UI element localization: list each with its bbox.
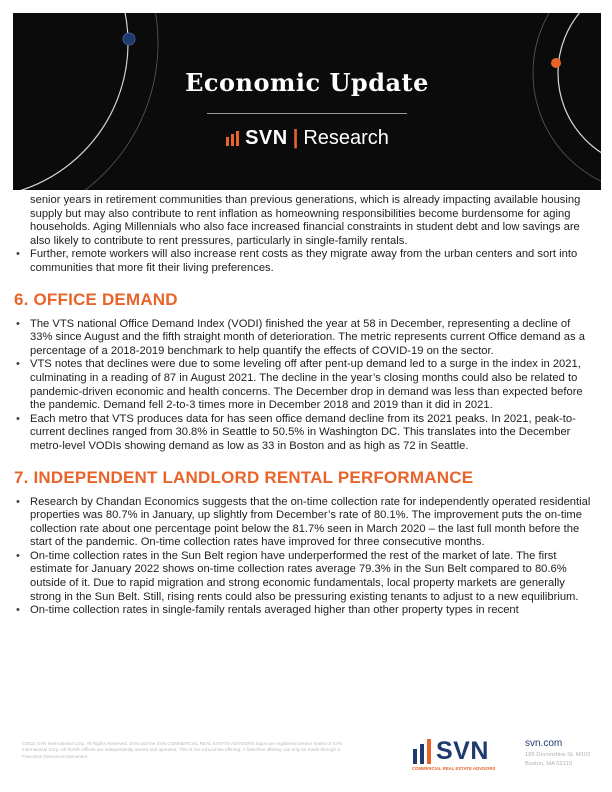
orbit-decoration: [13, 13, 601, 190]
section-heading-office-demand: 6. OFFICE DEMAND: [14, 289, 178, 309]
header-banner: [13, 13, 601, 190]
list-item: • Each metro that VTS produces data for has seen office demand decline from its 2021 peaks. In 2021, peak-to-current declines ranged from 30.8% in Seattle to 50.5% in Washington DC. This translates into the December metro-level VODIs showing demand as low as 33 in Boston and as high as 72 in Seattle.: [14, 413, 592, 454]
page-footer: [22, 737, 590, 782]
landlord-rental-bullets: [14, 496, 592, 618]
address-line-1: 185 Devonshire St. M102: [525, 752, 591, 758]
section-heading-landlord-rental: 7. INDEPENDENT LANDLORD RENTAL PERFORMANCE: [14, 467, 474, 487]
brand-separator: |: [292, 127, 299, 149]
brand-subtitle: Research: [303, 127, 389, 149]
svn-logo: [412, 737, 510, 777]
list-item: • Further, remote workers will also increase rent costs as they migrate away from the urban centers and sort into communities that more fit their living preferences.: [14, 248, 592, 275]
office-demand-bullets: [14, 318, 592, 454]
legal-disclaimer: ©2022 SVN International Corp. All Rights Reserved. SVN and the SVN COMMERCIAL REAL ESTATE ADVISORS logos are registered service marks of SVN International Corp. All SVN® Offices are independently owned and operated. This is not a franchise offering. A franchise offering can only be made through a Franchise Disclosure Document.: [22, 741, 342, 759]
svn-logo-bars-icon: [412, 739, 434, 765]
article-body: [14, 194, 592, 618]
continuation-paragraph: senior years in retirement communities than previous generations, which is already impacting available housing supply but may also contribute to rent inflation as homeowning responsibilities become burdensome for aging households. Aging Millennials who also face increased financial constraints in student debt and low savings are also likely to contribute to rent pressures, particularly in single-family rentals.: [30, 194, 581, 247]
list-item: • On-time collection rates in the Sun Belt region have underperformed the rest of the market of late. The first estimate for January 2022 shows on-time collection rates average 79.3% in the Sun Belt compared to 80.6% outside of it. Due to rapid migration and strong economic fundamentals, local property markets are generally strong in the Sun Belt. Still, rising rents could also be pressuring existing tenants to adjust to a new equilibrium.: [14, 550, 592, 604]
list-item: • On-time collection rates in single-family rentals averaged higher than other property types in recent: [14, 604, 592, 618]
address: [525, 751, 605, 768]
page-title: Economic Update: [185, 68, 429, 97]
svn-bars-icon: [225, 131, 241, 147]
address-line-2: Boston, MA 02110: [525, 760, 572, 767]
list-item: • The VTS national Office Demand Index (VODI) finished the year at 58 in December, representing a decline of 33% since August and the fifth straight month of deterioration. The metric represents current Office demand as a percentage of a 2018-2019 benchmark to help quantify the effects of COVID-19 on the sector.: [14, 318, 592, 359]
brand-lockup: [13, 127, 601, 150]
logo-wordmark: SVN: [436, 737, 489, 765]
list-item: • VTS notes that declines were due to some leveling off after pent-up demand led to a surge in the index in 2021, culminating in a reading of 87 in August 2021. The decline in the year’s closing months could also be related to pandemic-driven economic and health concerns. The December drop in demand was less than expected before the pandemic. Demand fell 2-to-3 times more in December 2018 and 2019 than it did in 2021.: [14, 358, 592, 412]
intro-bullets: [14, 248, 592, 275]
brand-name: SVN: [245, 127, 288, 149]
title-divider: [207, 113, 407, 114]
contact-block: [525, 738, 605, 768]
logo-tagline: COMMERCIAL REAL ESTATE ADVISORS: [412, 766, 496, 771]
list-item: • Research by Chandan Economics suggests that the on-time collection rate for independently operated residential properties was 80.7% in January, up slightly from December’s rate of 80.1%. The improvement puts the on-time collection rate about one percentage point below the 81.7% seen in March 2020 – the last full month before the start of the pandemic. On-time collection rates have improved for three consecutive months.: [14, 496, 592, 550]
website-link[interactable]: svn.com: [525, 738, 563, 749]
